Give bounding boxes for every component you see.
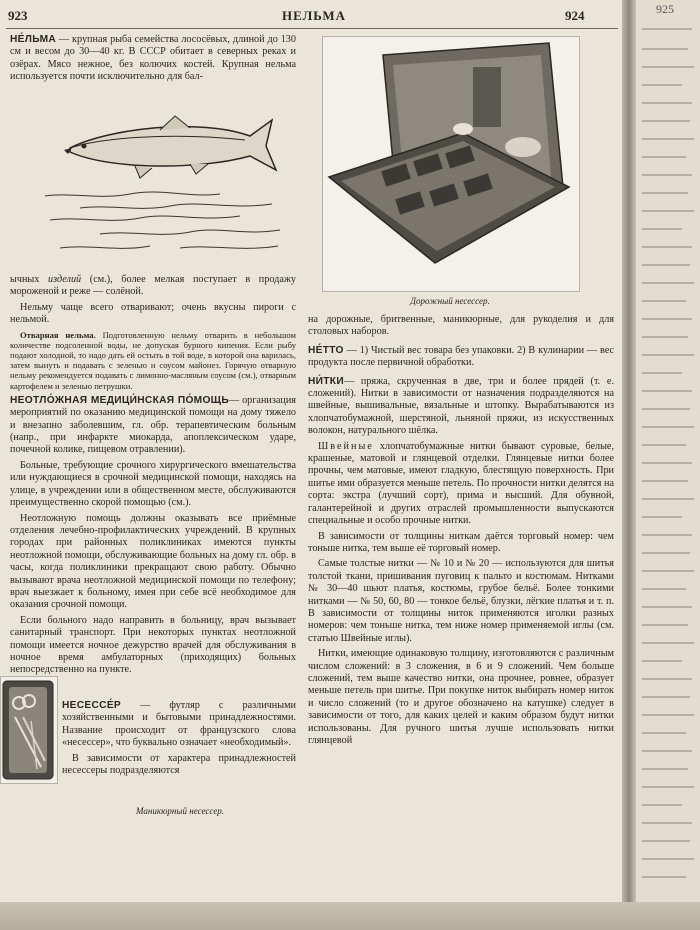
nelma-paragraph-2: Нельму чаще всего отваривают; очень вкусны пироги с нельмой.	[10, 301, 296, 326]
neotlozhnaya-p2: Больные, требующие срочного хирургического вмешательства или нуждающиеся в срочной медицинской помощи, находясь на улице, в учреждении или в общественном месте, обслуживаются преимущественно скорой помощью (см.).	[10, 459, 296, 509]
neotlozhnaya-p4: Если больного надо направить в больницу, врач вызывает санитарный транспорт. При некоторых пунктах неотложной помощи имеется ночное дежурство врачей для обслуживания в ночное время амбулаторных (приходящих) больных непосредственно на пункте.	[10, 614, 296, 676]
manicure-kit-photo	[0, 676, 58, 784]
headword-netto: НЕ́ТТО	[308, 344, 344, 356]
travel-kit-photo	[322, 36, 580, 292]
fish-illustration	[40, 108, 285, 268]
recipe-title: Отварная нельма.	[20, 329, 96, 340]
nelma-intro-bottom: ычных изделий (см.), более мелкая поступает в продажу мороженой и реже — солёной.	[10, 274, 296, 298]
headword-nelma: НЕ́ЛЬМА	[10, 34, 57, 45]
article-necesser	[62, 700, 296, 780]
nitki-p2: хлопчатобумажные нитки бывают суровые, белые, крашеные, матовой и глянцевой отделки. Глянцевые нитки более прочны, чем матовые, имеют гладкую, блестящую поверхность. При шитье ими образуется меньше петель. По прочности нитки делятся на сорта: экстра (лучший сорт), прима и высший. Для обувной, галантерейной и других отраслей промышленности выпускаются специальные и особо прочные нитки.	[308, 440, 614, 527]
right-page-number: 924	[565, 8, 585, 23]
nitki-p5: Нитки, имеющие одинаковую толщину, изготовляются с различным числом сложений: в 3 сложения, в 6 и 9 сложений. Чем больше сложений, тем выше качество нитки, она прочнее, ровнее, образует меньше петель при шитье. При покупке ниток выбирать номер ниток и число сложений (то и другое обозначено на катушке) следует в зависимости от того, для каких целей и каким образом будут нитки использованы. Для ручного шитья лучше использовать нитки глянцевой	[308, 648, 614, 746]
next-page-edge	[636, 0, 700, 930]
netto-text: — 1) Чистый вес товара без упаковки. 2) В кулинарии — вес продукта после первичной обработки.	[308, 344, 615, 369]
next-page-number: 925	[656, 2, 674, 16]
necesser-p2: В зависимости от характера принадлежностей несессеры подразделяются	[62, 752, 296, 777]
recipe-text: Подготовленную нельму отварить в небольшом количестве подсоленной воды, не допуская бурного кипения. Если рыбу подают холодной, то надо дать ей остыть в той воде, в которой она варилась, затем вынуть и подавать с зеленью и соусом майонез. Горячую отварную нельму рекомендуется подавать с лимонно-масляным соусом (см.), отварным картофелем и зеленью петрушки.	[10, 329, 296, 391]
neotlozhnaya-p3: Неотложную помощь должны оказывать все приёмные отделения лечебно-профилактических учреждений. В крупных городах при районных поликлиниках имеются пункты неотложной помощи, обслуживающие больных на дому гл. обр. в часы, когда поликлиники прекращают свою работу. Обычно вызывают врача неотложной медицинской помощи по телефону; врач выезжает к больному, имея при себе всё необходимое для оказания срочной помощи.	[10, 512, 296, 611]
book-gutter	[622, 0, 636, 930]
nitki-p4: Самые толстые нитки — № 10 и № 20 — используются для шитья толстой ткани, пришивания пуговиц к пальто и костюмам. Нитками № 30—40 шьют платья, костюмы, грубое бельё. Более тонкими нитками — № 50, 60, 80 — тонкое бельё, блузки, лёгкие платья и т. п. В зависимости от толщины ниток применяются иголки разных номеров: чем тоньше нитка, тем ниже номер применяемой иглы (см. статью Швейные иглы).	[308, 558, 614, 644]
headword-necesser: НЕСЕССЕ́Р	[62, 700, 122, 711]
caption-manicure-kit: Маникюрный несессер.	[136, 806, 224, 816]
necesser-p2-cont: на дорожные, бритвенные, маникюрные, для рукоделия и для столовых наборов.	[308, 314, 614, 338]
nitki-p3: В зависимости от толщины ниткам даётся торговый номер: чем тоньше нитка, тем выше её торговый номер.	[308, 530, 614, 554]
headword-neotlozhnaya: НЕОТЛО́ЖНАЯ МЕДИЦИ́НСКАЯ ПО́МОЩЬ	[10, 394, 229, 406]
nitki-p1: — пряжа, скрученная в две, три и более прядей (т. е. сложений). Нитки в зависимости от назначения подразделяются на швейные, вышивальные, вязальные и штопку. Вырабатываются из хлопчатобумажной, шерстяной, льняной пряжи, из искусственных волокон, натурального шёлка.	[308, 375, 614, 437]
article-nelma-intro	[10, 34, 296, 87]
running-title: НЕЛЬМА	[282, 8, 347, 23]
neotlozhnaya-p1: — организация мероприятий по оказанию медицинской помощи на дому тяжело и внезапно заболевшим, гл. обр. терапевтическим больным (напр., при инфаркте миокарда, апоплексическом ударе, почечной колике, пищевом отравлении).	[10, 394, 296, 456]
book-bottom-edge	[0, 902, 700, 930]
article-nelma-continued	[10, 274, 296, 680]
header-rule	[6, 28, 618, 29]
nelma-intro-top: — крупная рыба семейства лососёвых, длиной до 130 см и весом до 30—40 кг. В СССР обитает в северных реках и озёрах. Мясо нежное, без колючих костей. Крупная нельма используется почти исключительно для бал-	[10, 34, 296, 83]
left-page-number: 923	[8, 8, 28, 23]
right-column	[308, 314, 614, 750]
nitki-p2-spaced: Швейные	[318, 440, 374, 452]
necesser-p1: — футляр с различными хозяйственными и бытовыми принадлежностями. Название происходит от французского слова «несессер», что буквально означает «необходимый».	[62, 700, 296, 749]
headword-nitki: НИ́ТКИ	[308, 375, 344, 387]
caption-travel-kit: Дорожный несессер.	[410, 296, 490, 306]
